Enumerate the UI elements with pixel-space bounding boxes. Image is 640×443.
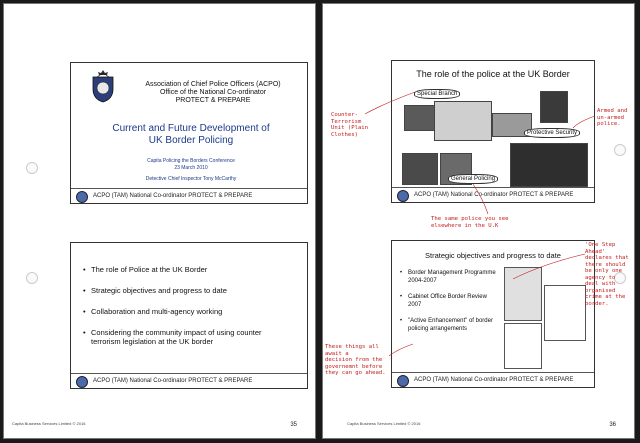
role-slide bbox=[391, 60, 595, 203]
title-slide bbox=[70, 62, 308, 204]
list-item: • "Active Enhancement" of border policing arrangements bbox=[400, 317, 500, 333]
annotation-counter-terrorism: Counter- Terrorism Unit (Plain Clothes) bbox=[331, 112, 369, 138]
slide-footer: ACPO (TAM) National Co-ordinator PROTECT & PREPARE bbox=[392, 372, 594, 387]
punch-hole bbox=[26, 272, 38, 284]
special-branch-label: Special Branch bbox=[414, 89, 460, 99]
agenda-list bbox=[83, 265, 293, 358]
document-page-right bbox=[322, 3, 635, 439]
list-item: • Border Management Programme 2004-2007 bbox=[400, 269, 500, 285]
objectives-slide bbox=[391, 240, 595, 388]
document-page-left bbox=[3, 3, 316, 439]
list-item: • The role of Police at the UK Border bbox=[83, 265, 293, 274]
punch-hole bbox=[614, 144, 626, 156]
photo-officer-2 bbox=[402, 153, 438, 185]
acpo-crest-icon bbox=[397, 190, 409, 202]
review-thumbnail bbox=[544, 285, 586, 341]
acpo-crest-icon bbox=[76, 191, 88, 203]
annotation-one-step-ahead: 'One Step Ahead' declares that there should be only one agency to deal with organised crime at the border. bbox=[585, 242, 629, 307]
presenter-name: Detective Chief Inspector Tony McCarthy bbox=[145, 176, 237, 182]
slide-footer: ACPO (TAM) National Co-ordinator PROTECT & PREPARE bbox=[392, 187, 594, 202]
punch-hole bbox=[26, 162, 38, 174]
photo-robot bbox=[540, 91, 568, 123]
objectives-list bbox=[400, 269, 500, 341]
photo-officer bbox=[404, 105, 436, 131]
photo-armed-police bbox=[510, 143, 588, 187]
agenda-slide bbox=[70, 242, 308, 389]
acpo-crest-icon bbox=[397, 375, 409, 387]
page-footer: Capita Business Services Limited © 2016 bbox=[347, 421, 421, 426]
annotation-same-police: The same police you see elsewhere in the U.K bbox=[431, 216, 509, 229]
slide-footer: ACPO (TAM) National Co-ordinator PROTECT & PREPARE bbox=[71, 373, 307, 388]
photo-documents bbox=[434, 101, 492, 141]
list-item: • Collaboration and multi-agency working bbox=[83, 307, 293, 316]
page-number: 36 bbox=[609, 422, 616, 428]
list-item: • Cabinet Office Border Review 2007 bbox=[400, 293, 500, 309]
organisation-name: Association of Chief Police Officers (ACPO) Office of the National Co-ordinator PROTECT & PREPARE bbox=[145, 81, 281, 104]
page-number: 35 bbox=[290, 422, 297, 428]
general-policing-label: General Policing bbox=[448, 174, 498, 184]
slide-footer: ACPO (TAM) National Co-ordinator PROTECT & PREPARE bbox=[71, 188, 307, 203]
list-item: • Considering the community impact of using counter terrorism legislation at the UK border bbox=[83, 328, 293, 346]
list-item: • Strategic objectives and progress to date bbox=[83, 286, 293, 295]
acpo-crest-icon bbox=[76, 376, 88, 388]
annotation-these-things: These things all await a decision from the governemnt before they can go ahead. bbox=[325, 344, 386, 376]
page-footer: Capita Business Services Limited © 2016 bbox=[12, 421, 86, 426]
slide-title: Strategic objectives and progress to date bbox=[425, 251, 561, 260]
slide-title: The role of the police at the UK Border bbox=[416, 69, 570, 79]
presentation-title: Current and Future Development of UK Border Policing bbox=[112, 123, 270, 146]
report-thumbnail bbox=[504, 267, 542, 321]
annotation-armed-police: Armed and un-armed police. bbox=[597, 108, 628, 127]
protective-security-label: Protective Security bbox=[524, 128, 580, 138]
conference-info: Capita Policing the Borders Conference 23 March 2010 bbox=[147, 158, 235, 171]
document-thumbnail bbox=[504, 323, 542, 369]
acpo-crest-icon bbox=[89, 69, 117, 103]
